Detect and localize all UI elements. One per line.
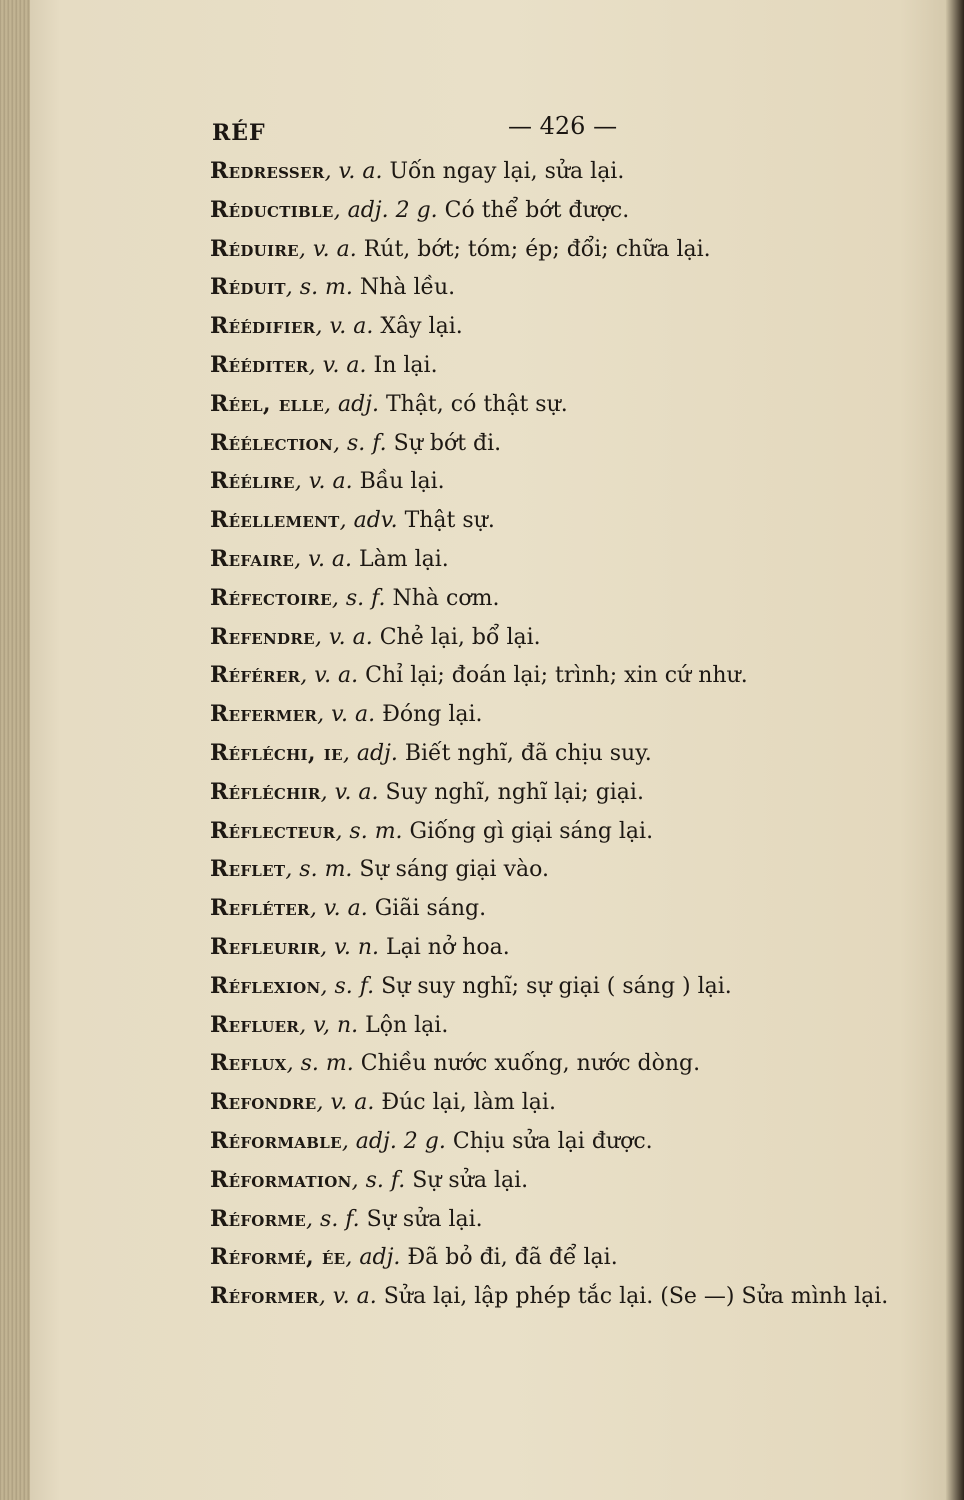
dictionary-entry [0, 540, 964, 579]
headword: Refléter [210, 895, 310, 922]
grammar-label: , adj. [342, 740, 398, 766]
headword: Rééditer [210, 351, 309, 378]
grammar-label: , v. a. [294, 546, 353, 572]
definition: Nhà lều. [352, 275, 456, 301]
definition: In lại. [366, 352, 438, 378]
definition: Đóng lại. [375, 702, 483, 728]
grammar-label: , adj. 2 g. [341, 1128, 446, 1154]
headword: Réduire [210, 235, 299, 262]
dictionary-entry [0, 889, 964, 928]
grammar-label: , v. a. [308, 352, 367, 378]
grammar-label: , s. f. [320, 973, 375, 999]
definition: Sự suy nghĩ; sự giại ( sáng ) lại. [374, 973, 732, 999]
definition: Thật, có thật sự. [378, 391, 568, 417]
grammar-label: , v. a. [298, 236, 357, 262]
grammar-label: , v. a. [316, 1090, 375, 1116]
grammar-label: , adv. [339, 508, 398, 534]
dictionary-entry [0, 695, 964, 734]
definition: Có thể bớt được. [437, 197, 630, 223]
grammar-label: , v. a. [300, 663, 359, 689]
dictionary-entry [0, 462, 964, 501]
grammar-label: , s. f. [331, 585, 386, 611]
dictionary-entry [0, 1006, 964, 1045]
grammar-label: , s. m. [285, 275, 353, 301]
dictionary-entry [0, 1044, 964, 1083]
definition: Làm lại. [352, 546, 449, 572]
headword: Réduit [210, 274, 286, 301]
definition: Sửa lại, lập phép tắc lại. (Se —) Sửa mình lại. [376, 1284, 889, 1310]
dictionary-entry [0, 191, 964, 230]
dictionary-entry [0, 346, 964, 385]
definition: Sự sửa lại. [405, 1167, 529, 1193]
grammar-label: , v. a. [309, 896, 368, 922]
dictionary-entry [0, 152, 964, 191]
grammar-label: , v. n. [320, 934, 380, 960]
definition: Uốn ngay lại, sửa lại. [382, 159, 625, 184]
headword: Référer [210, 662, 301, 689]
definition: Sự sửa lại. [359, 1206, 483, 1232]
headword: Reflet [210, 856, 286, 883]
definition: Lại nở hoa. [379, 934, 510, 960]
dictionary-entry [0, 579, 964, 618]
definition: Biết nghĩ, đã chịu suy. [397, 740, 652, 766]
grammar-label: , v. a. [314, 624, 373, 650]
headword: Réforme [210, 1205, 307, 1232]
dictionary-entry [0, 424, 964, 463]
grammar-label: , v. a. [294, 469, 353, 495]
headword: Réédifier [210, 313, 316, 340]
dictionary-entry [0, 850, 964, 889]
definition: Suy nghĩ, nghĩ lại; giại. [378, 779, 644, 805]
definition: Chẻ lại, bổ lại. [372, 624, 541, 650]
dictionary-entry [0, 812, 964, 851]
grammar-label: , v. a. [315, 314, 374, 340]
headword: Réfléchir [210, 778, 321, 805]
dictionary-entry [0, 1277, 964, 1316]
definition: Sự sáng giại vào. [352, 857, 549, 883]
dictionary-entry [0, 967, 964, 1006]
definition: Chịu sửa lại được. [445, 1128, 653, 1154]
headword: Réfléchi, ie [210, 739, 343, 766]
definition: Sự bớt đi. [386, 430, 502, 456]
headword: Réformable [210, 1127, 342, 1154]
grammar-label: , adj. 2 g. [333, 197, 438, 223]
headword: Réformé, ée [210, 1244, 346, 1271]
grammar-label: , v. a. [320, 779, 379, 805]
dictionary-entry [0, 618, 964, 657]
headword: Réfectoire [210, 584, 332, 611]
dictionary-entries [0, 152, 964, 1316]
dictionary-entry [0, 385, 964, 424]
headword: Redresser [210, 158, 325, 184]
headword: Refaire [210, 545, 295, 572]
headword: Réductible [210, 196, 334, 223]
dictionary-entry [0, 1161, 964, 1200]
definition: Thật sự. [397, 508, 495, 534]
headword: Reflux [210, 1050, 287, 1077]
dictionary-entry [0, 773, 964, 812]
headword: Réélection [210, 429, 334, 456]
grammar-label: , s. m. [335, 818, 403, 844]
grammar-label: , s. m. [285, 857, 353, 883]
headword: Refendre [210, 623, 315, 650]
page-header [0, 108, 964, 148]
definition: Đã bỏ đi, đã để lại. [400, 1245, 618, 1271]
dictionary-entry [0, 656, 964, 695]
headword: Réflexion [210, 972, 321, 999]
definition: Xây lại. [373, 314, 463, 340]
grammar-label: , adj. [345, 1245, 401, 1271]
headword: Réel, elle [210, 390, 324, 417]
definition: Giống gì giại sáng lại. [402, 818, 654, 844]
headword: Refluer [210, 1011, 300, 1038]
dictionary-entry [0, 501, 964, 540]
headword: Réélire [210, 468, 295, 495]
dictionary-entry [0, 307, 964, 346]
grammar-label: , v. a. [324, 159, 383, 184]
headword: Refondre [210, 1089, 317, 1116]
grammar-label: , s. f. [333, 430, 387, 456]
dictionary-entry [0, 1083, 964, 1122]
grammar-label: , v. a. [317, 702, 376, 728]
dictionary-entry [0, 230, 964, 269]
headword: Refleurir [210, 933, 321, 960]
headword: Réformer [210, 1283, 319, 1310]
definition: Chỉ lại; đoán lại; trình; xin cứ như. [358, 663, 748, 689]
dictionary-entry [0, 1122, 964, 1161]
definition: Rút, bớt; tóm; ép; đổi; chữa lại. [356, 236, 711, 262]
dictionary-entry [0, 268, 964, 307]
definition: Nhà cơm. [385, 585, 500, 611]
dictionary-entry [0, 928, 964, 967]
definition: Lộn lại. [358, 1012, 449, 1038]
headword: Réellement [210, 507, 340, 534]
headword: Réflecteur [210, 817, 336, 844]
dictionary-entry [0, 1200, 964, 1239]
dictionary-entry [0, 1238, 964, 1277]
headword: Refermer [210, 701, 318, 728]
grammar-label: , s. m. [286, 1051, 354, 1077]
grammar-label: , s. f. [351, 1167, 406, 1193]
dictionary-entry [0, 734, 964, 773]
grammar-label: , s. f. [306, 1206, 360, 1232]
running-head: RÉF [212, 120, 266, 146]
page-number: — 426 — [508, 112, 618, 140]
grammar-label: , v, n. [299, 1012, 359, 1038]
definition: Bầu lại. [352, 469, 445, 495]
definition: Giãi sáng. [367, 896, 487, 922]
grammar-label: , adj. [323, 391, 379, 417]
definition: Đúc lại, làm lại. [374, 1090, 556, 1116]
definition: Chiều nước xuống, nước dòng. [353, 1051, 701, 1077]
grammar-label: , v. a. [318, 1284, 377, 1310]
headword: Réformation [210, 1166, 352, 1193]
